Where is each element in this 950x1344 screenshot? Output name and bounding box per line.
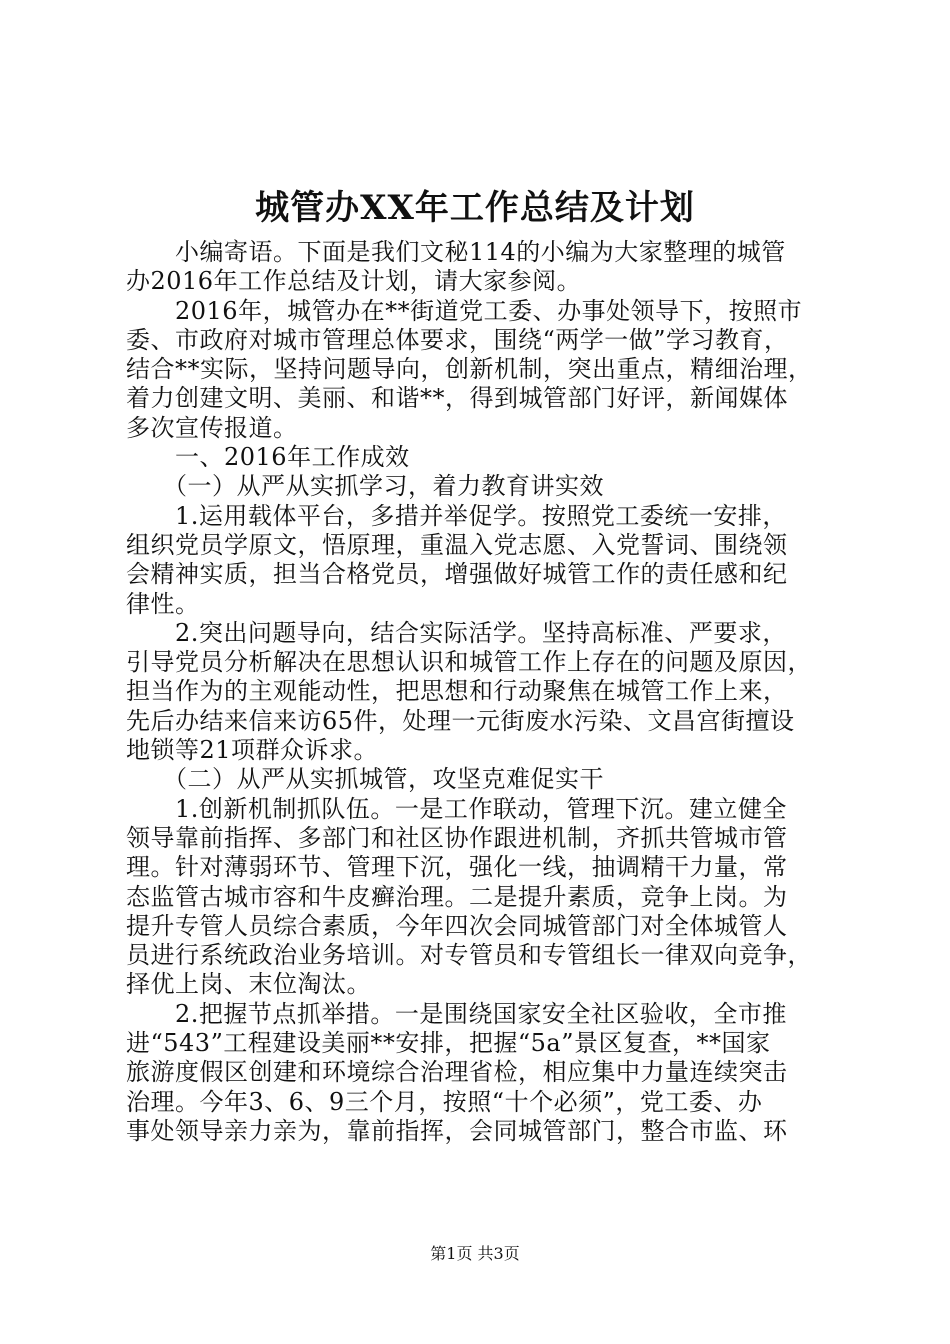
text-line: 领导靠前指挥、多部门和社区协作跟进机制，齐抓共管城市管 [126,823,788,852]
text-line: 事处领导亲力亲为，靠前指挥，会同城管部门，整合市监、环 [126,1116,788,1145]
document-body [126,238,838,1146]
text-line: 进“543”工程建设美丽**安排，把握“5a”景区复查，**国家 [126,1029,771,1058]
section-heading: 一、2016年工作成效 [126,443,410,472]
text-line: 治理。今年3、6、9三个月，按照“十个必须”，党工委、办 [126,1087,763,1116]
text-line: 提升专管人员综合素质，今年四次会同城管部门对全体城管人 [126,911,788,940]
text-line: 旅游度假区创建和环境综合治理省检，相应集中力量连续突击 [126,1058,788,1087]
text-line: 地锁等21项群众诉求。 [126,736,379,765]
text-line: 会精神实质，担当合格党员，增强做好城管工作的责任感和纪 [126,560,788,589]
text-line: 择优上岗、末位淘汰。 [126,970,371,999]
text-line: 1.运用载体平台，多措并举促学。按照党工委统一安排， [126,501,787,530]
text-line: 组织党员学原文，悟原理，重温入党志愿、入党誓词、围绕领 [126,530,788,559]
text-line: 结合**实际，坚持问题导向，创新机制，突出重点，精细治理， [126,355,813,384]
text-line: 着力创建文明、美丽、和谐**，得到城管部门好评，新闻媒体 [126,384,788,413]
page-footer: 第1页 共3页 [430,1244,520,1263]
text-line: 律性。 [126,589,200,618]
text-line: 2016年，城管办在**街道党工委、办事处领导下，按照市 [126,296,803,325]
text-line: 办2016年工作总结及计划，请大家参阅。 [126,267,582,296]
text-line: 员进行系统政治业务培训。对专管员和专管组长一律双向竞争， [126,941,812,970]
text-line: 态监管古城市容和牛皮癣治理。二是提升素质，竞争上岗。为 [126,882,788,911]
text-line: 引导党员分析解决在思想认识和城管工作上存在的问题及原因， [126,648,812,677]
text-line: 1.创新机制抓队伍。一是工作联动，管理下沉。建立健全 [126,794,787,823]
text-line: 2.突出问题导向，结合实际活学。坚持高标准、严要求， [126,618,787,647]
subsection-heading: （二）从严从实抓城管，攻坚克难促实干 [126,765,604,794]
document-title: 城管办XX年工作总结及计划 [255,188,695,228]
text-line: 委、市政府对城市管理总体要求，围绕“两学一做”学习教育， [126,325,789,354]
text-line: 多次宣传报道。 [126,413,298,442]
text-line: 2.把握节点抓举措。一是围绕国家安全社区验收，全市推 [126,999,787,1028]
text-line: 理。针对薄弱环节、管理下沉，强化一线，抽调精干力量，常 [126,853,788,882]
text-line: 先后办结来信来访65件，处理一元街废水污染、文昌宫街擅设 [126,706,795,735]
text-line: 小编寄语。下面是我们文秘114的小编为大家整理的城管 [126,238,786,266]
text-line: 担当作为的主观能动性，把思想和行动聚焦在城管工作上来， [126,677,788,706]
subsection-heading: （一）从严从实抓学习，着力教育讲实效 [126,472,604,501]
